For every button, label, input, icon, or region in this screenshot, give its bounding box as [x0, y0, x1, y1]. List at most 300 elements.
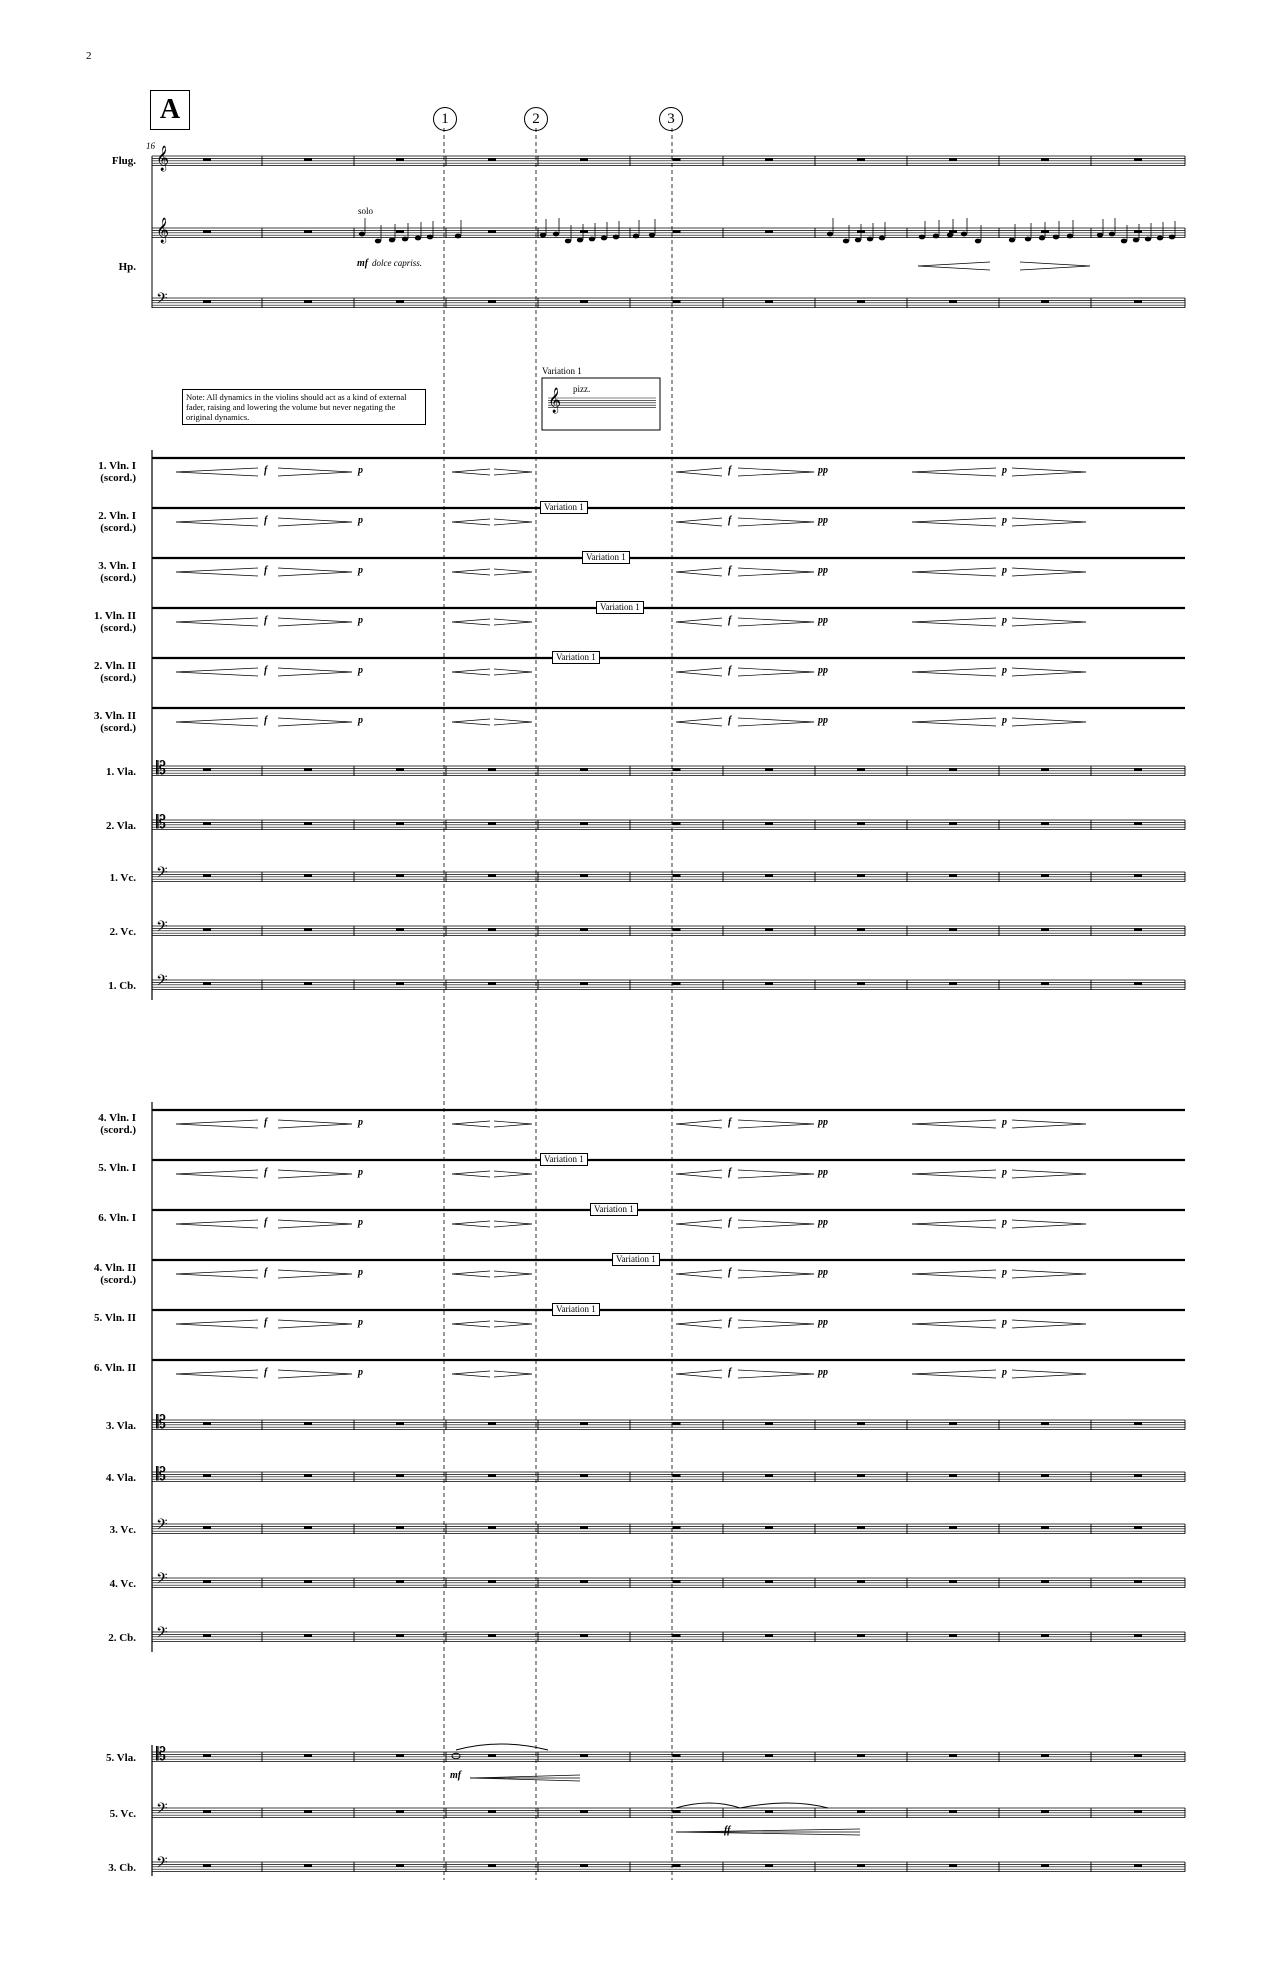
vln-g2-fader-6-p: p — [358, 1367, 363, 1378]
staff-harp-bass-rest — [857, 300, 865, 302]
staff-lower-g1-2-rest — [765, 822, 773, 824]
staff-lower-g2-2-rest — [1041, 1474, 1049, 1476]
vln-g2-fader-3-dim3 — [1012, 1220, 1086, 1224]
group3-clef: 𝄡 — [156, 1744, 167, 1765]
page-number: 2 — [86, 50, 92, 62]
vln-g2-fader-4-cresc — [176, 1270, 258, 1274]
vln-g2-fader-5-cresc2 — [676, 1324, 722, 1328]
viola5-mf: mf — [450, 1770, 462, 1781]
staff-group3-2-rest — [1134, 1810, 1142, 1812]
vln-g2-fader-2-f: f — [264, 1167, 268, 1178]
vln-g1-fader-5-dim2 — [738, 668, 814, 672]
vln-g2-fader-2-f2: f — [728, 1167, 732, 1178]
staff-lower-g1-5-rest — [396, 982, 404, 984]
label-lower-g1-4: 2. Vc. — [109, 926, 136, 938]
vln-g1-fader-1-dim — [278, 472, 352, 476]
staff-lower-g1-3-rest — [203, 874, 211, 876]
staff-lower-g2-5-rest — [488, 1634, 496, 1636]
vln-g1-fader-4-dim — [278, 618, 352, 622]
harp-note — [827, 232, 833, 237]
vln-g1-fader-5-dim — [278, 668, 352, 672]
harp-note — [577, 238, 583, 243]
staff-lower-g1-4-rest — [203, 928, 211, 930]
vln-g1-fader-3-cresc2 — [676, 572, 722, 576]
vln-g1-fader-5-mid — [494, 672, 532, 675]
staff-harp-bass-rest — [673, 300, 681, 302]
staff-lower-g2-4-rest — [857, 1580, 865, 1582]
vln-g1-fader-4-cresc3 — [912, 618, 996, 622]
lower-g2-clef: 𝄢 — [156, 1516, 168, 1537]
staff-lower-g2-1-rest — [673, 1422, 681, 1424]
vln-g1-fader-4-p: p — [358, 615, 363, 626]
staff-lower-g1-3-rest — [673, 874, 681, 876]
vln-g1-fader-4-pp: pp — [818, 615, 828, 626]
vln-g2-fader-6-p3: p — [1002, 1367, 1007, 1378]
staff-lower-g2-1-rest — [1134, 1422, 1142, 1424]
label-violin-g2-2: 5. Vln. I — [98, 1162, 136, 1174]
staff-harp-treble-rest — [580, 230, 588, 232]
vln-g1-fader-6-f2: f — [728, 715, 732, 726]
harp-note — [843, 239, 849, 244]
staff-lower-g2-3-rest — [1134, 1526, 1142, 1528]
staff-group3-1-rest — [203, 1754, 211, 1756]
vln-g1-fader-6-f: f — [264, 715, 268, 726]
label-lower-g2-4: 4. Vc. — [109, 1578, 136, 1590]
staff-lower-g2-1-rest — [949, 1422, 957, 1424]
staff-harp-treble-rest — [396, 230, 404, 232]
vln-g2-fader-3-mid — [452, 1221, 490, 1224]
vln-g2-fader-1-dim — [278, 1120, 352, 1124]
vln-g2-fader-4-cresc3 — [912, 1270, 996, 1274]
label-violin-g1-6: 3. Vln. II (scord.) — [94, 710, 136, 734]
staff-group3-2-rest — [765, 1810, 773, 1812]
vln-g2-fader-1-cresc3 — [912, 1124, 996, 1128]
staff-lower-g1-5-rest — [488, 982, 496, 984]
label-violin-g2-5: 5. Vln. II — [94, 1312, 136, 1324]
staff-lower-g1-4-rest — [396, 928, 404, 930]
viola5-half-note — [452, 1753, 460, 1759]
harp-note — [359, 232, 365, 237]
vln-g2-fader-6-f: f — [264, 1367, 268, 1378]
vln-g1-fader-4-dim2 — [738, 618, 814, 622]
rehearsal-mark: A — [150, 90, 190, 130]
vln-g1-fader-2-cresc — [176, 522, 258, 526]
vln-g1-fader-6-dim — [278, 718, 352, 722]
staff-lower-g1-3-rest — [1041, 874, 1049, 876]
harp-dynamic-mf: mf — [357, 258, 369, 269]
vln-g2-fader-2-cresc2 — [676, 1174, 722, 1178]
vln-g2-fader-1-p3: p — [1002, 1117, 1007, 1128]
vln-g1-fader-3-cresc — [176, 572, 258, 576]
vln-g1-fader-1-cresc2 — [676, 472, 722, 476]
vln-g1-fader-2-dim3 — [1012, 522, 1086, 526]
cello5-ff: ff — [724, 1825, 731, 1836]
harp-hairpin — [918, 262, 990, 266]
vln-g2-fader-1-cresc2 — [676, 1120, 722, 1124]
staff-lower-g2-5-rest — [673, 1634, 681, 1636]
vln-g2-fader-4-dim2 — [738, 1270, 814, 1274]
vln-g2-fader-4-cresc2 — [676, 1274, 722, 1278]
staff-lower-g1-2-rest — [304, 822, 312, 824]
harp-note — [415, 236, 421, 241]
staff-harp-bass-rest — [580, 300, 588, 302]
vln-g1-fader-1-mid — [494, 469, 532, 472]
vln-g2-fader-6-dim — [278, 1374, 352, 1378]
vln-g2-fader-4-cresc3 — [912, 1274, 996, 1278]
staff-group3-3-rest — [673, 1864, 681, 1866]
vln-g2-fader-1-mid — [494, 1124, 532, 1127]
vln-g1-fader-6-dim3 — [1012, 722, 1086, 726]
staff-flugelhorn-rest — [673, 158, 681, 160]
vln-g1-fader-1-p: p — [358, 465, 363, 476]
staff-lower-g2-1-rest — [304, 1422, 312, 1424]
vln-g2-fader-2-dim — [278, 1170, 352, 1174]
vln-g2-fader-1-dim3 — [1012, 1120, 1086, 1124]
staff-lower-g2-4-rest — [1041, 1580, 1049, 1582]
staff-group3-1-rest — [1134, 1754, 1142, 1756]
vln-g1-fader-6-dim2 — [738, 718, 814, 722]
cello5-tie — [740, 1803, 828, 1808]
harp-note — [1121, 239, 1127, 244]
staff-lower-g2-5-rest — [203, 1634, 211, 1636]
vln-g2-fader-5-cresc3 — [912, 1324, 996, 1328]
harp-note — [1053, 235, 1059, 240]
staff-group3-2-rest — [1041, 1810, 1049, 1812]
vln-g2-fader-1-p: p — [358, 1117, 363, 1128]
staff-harp-treble-rest — [765, 230, 773, 232]
staff-lower-g2-2-rest — [765, 1474, 773, 1476]
cue-number-1: 1 — [433, 107, 457, 131]
vln-g1-fader-6-cresc3 — [912, 718, 996, 722]
vln-g1-fader-1-f2: f — [728, 465, 732, 476]
vln-g1-fader-1-pp: pp — [818, 465, 828, 476]
staff-lower-g2-1-rest — [580, 1422, 588, 1424]
vln-g2-fader-6-mid — [452, 1371, 490, 1374]
staff-lower-g1-1-rest — [203, 768, 211, 770]
staff-harp-bass-rest — [1041, 300, 1049, 302]
staff-group3-1-rest — [857, 1754, 865, 1756]
lower-g2-clef: 𝄡 — [156, 1412, 167, 1433]
lower-g1-clef: 𝄡 — [156, 758, 167, 779]
staff-group3-2-rest — [203, 1810, 211, 1812]
vln-g1-fader-5-dim3 — [1012, 672, 1086, 676]
harp-note — [455, 234, 461, 239]
vln-g2-fader-1-dim2 — [738, 1124, 814, 1128]
vln-g2-fader-1-dim — [278, 1124, 352, 1128]
staff-group3-3-rest — [765, 1864, 773, 1866]
lower-g2-clef: 𝄢 — [156, 1624, 168, 1645]
vln-g2-fader-5-mid — [494, 1321, 532, 1324]
vln-g1-fader-1-dim3 — [1012, 468, 1086, 472]
vln-g2-fader-5-f2: f — [728, 1317, 732, 1328]
vln-g1-fader-3-dim3 — [1012, 572, 1086, 576]
vln-g2-fader-4-dim — [278, 1270, 352, 1274]
vln-g2-fader-2-dim3 — [1012, 1170, 1086, 1174]
vln-g1-fader-6-mid — [494, 719, 532, 722]
staff-lower-g2-3-rest — [949, 1526, 957, 1528]
staff-group3-1-rest — [396, 1754, 404, 1756]
vln-g1-fader-1-dim2 — [738, 472, 814, 476]
lower-g1-clef: 𝄢 — [156, 972, 168, 993]
label-group3-1: 5. Vla. — [105, 1752, 136, 1764]
vln-g1-fader-3-pp: pp — [818, 565, 828, 576]
harp-note — [427, 235, 433, 240]
staff-lower-g2-4-rest — [396, 1580, 404, 1582]
staff-lower-g1-3-rest — [765, 874, 773, 876]
staff-lower-g1-2-rest — [673, 822, 681, 824]
vln-g2-fader-4-mid — [494, 1271, 532, 1274]
harp-note — [402, 237, 408, 242]
vln-g2-fader-3-mid — [452, 1224, 490, 1227]
vln-g2-fader-3-mid — [494, 1221, 532, 1224]
vln-g1-fader-1-cresc3 — [912, 468, 996, 472]
vln-g2-fader-5-dim2 — [738, 1324, 814, 1328]
vln-g2-fader-1-dim3 — [1012, 1124, 1086, 1128]
vln-g1-fader-4-f: f — [264, 615, 268, 626]
label-violin-g1-1: 1. Vln. I (scord.) — [98, 460, 136, 484]
vln-g2-fader-3-mid — [494, 1224, 532, 1227]
staff-flugelhorn-rest — [580, 158, 588, 160]
staff-group3-3-rest — [488, 1864, 496, 1866]
vln-g1-fader-2-mid — [452, 522, 490, 525]
vln-g1-fader-3-dim3 — [1012, 568, 1086, 572]
vln-g2-fader-1-mid — [494, 1121, 532, 1124]
label-group3-2: 5. Vc. — [109, 1808, 136, 1820]
vln-g1-fader-6-cresc2 — [676, 718, 722, 722]
vln-g1-fader-2-cresc2 — [676, 522, 722, 526]
vln-g1-fader-6-cresc — [176, 722, 258, 726]
staff-group3-1-rest — [1041, 1754, 1049, 1756]
variation-tag-g1-3: Variation 1 — [582, 551, 630, 564]
flugelhorn-clef: 𝄞 — [156, 146, 170, 171]
staff-flugelhorn-rest — [1041, 158, 1049, 160]
label-lower-g1-2: 2. Vla. — [105, 820, 136, 832]
staff-lower-g1-1-rest — [1134, 768, 1142, 770]
harp-note — [1025, 237, 1031, 242]
harp-note — [553, 232, 559, 237]
vln-g1-fader-2-mid — [494, 519, 532, 522]
vln-g2-fader-5-f: f — [264, 1317, 268, 1328]
vln-g1-fader-1-mid — [452, 472, 490, 475]
vln-g1-fader-4-cresc — [176, 622, 258, 626]
label-group3-3: 3. Cb. — [108, 1862, 136, 1874]
variation-clef: 𝄞 — [548, 388, 562, 413]
vln-g2-fader-5-p: p — [358, 1317, 363, 1328]
staff-lower-g2-4-rest — [580, 1580, 588, 1582]
vln-g1-fader-3-mid — [494, 572, 532, 575]
vln-g2-fader-3-cresc2 — [676, 1224, 722, 1228]
vln-g2-fader-6-cresc3 — [912, 1370, 996, 1374]
vln-g1-fader-4-dim3 — [1012, 618, 1086, 622]
staff-lower-g1-5-rest — [304, 982, 312, 984]
staff-lower-g2-1-rest — [1041, 1422, 1049, 1424]
staff-lower-g2-3-rest — [1041, 1526, 1049, 1528]
vln-g1-fader-5-cresc2 — [676, 672, 722, 676]
vln-g1-fader-6-dim3 — [1012, 718, 1086, 722]
vln-g2-fader-5-cresc3 — [912, 1320, 996, 1324]
staff-lower-g2-2-rest — [1134, 1474, 1142, 1476]
staff-lower-g2-3-rest — [488, 1526, 496, 1528]
staff-harp-bass-rest — [949, 300, 957, 302]
vln-g2-fader-2-cresc3 — [912, 1170, 996, 1174]
vln-g2-fader-2-cresc — [176, 1174, 258, 1178]
vln-g1-fader-5-p: p — [358, 665, 363, 676]
harp-note — [1133, 238, 1139, 243]
vln-g1-fader-5-cresc3 — [912, 668, 996, 672]
group3-clef: 𝄢 — [156, 1800, 168, 1821]
staff-group3-3-rest — [203, 1864, 211, 1866]
staff-lower-g2-4-rest — [949, 1580, 957, 1582]
vln-g2-fader-6-pp: pp — [818, 1367, 828, 1378]
staff-lower-g2-2-rest — [673, 1474, 681, 1476]
vln-g1-fader-2-cresc2 — [676, 518, 722, 522]
vln-g1-fader-4-cresc — [176, 618, 258, 622]
vln-g2-fader-3-dim3 — [1012, 1224, 1086, 1228]
vln-g2-fader-5-mid — [452, 1324, 490, 1327]
staff-harp-treble-rest — [673, 230, 681, 232]
vln-g2-fader-3-dim — [278, 1220, 352, 1224]
cello5-tie — [676, 1803, 740, 1808]
viola5-hairpin — [470, 1778, 580, 1781]
variation-tag-g1-5: Variation 1 — [552, 651, 600, 664]
vln-g2-fader-2-p3: p — [1002, 1167, 1007, 1178]
harp-note — [1039, 236, 1045, 241]
staff-lower-g1-4-rest — [304, 928, 312, 930]
vln-g1-fader-6-pp: pp — [818, 715, 828, 726]
vln-g2-fader-2-dim3 — [1012, 1174, 1086, 1178]
harp-note — [613, 235, 619, 240]
vln-g2-fader-4-mid — [452, 1274, 490, 1277]
staff-lower-g1-5-rest — [949, 982, 957, 984]
staff-lower-g2-4-rest — [304, 1580, 312, 1582]
staff-lower-g2-5-rest — [580, 1634, 588, 1636]
staff-lower-g1-5-rest — [673, 982, 681, 984]
vln-g2-fader-4-dim — [278, 1274, 352, 1278]
harp-expression: dolce capriss. — [372, 258, 422, 268]
vln-g1-fader-1-f: f — [264, 465, 268, 476]
lower-g1-clef: 𝄡 — [156, 812, 167, 833]
vln-g1-fader-4-dim — [278, 622, 352, 626]
vln-g2-fader-2-p: p — [358, 1167, 363, 1178]
vln-g2-fader-6-f2: f — [728, 1367, 732, 1378]
harp-note — [879, 236, 885, 241]
vln-g1-fader-3-dim2 — [738, 572, 814, 576]
cue-number-2: 2 — [524, 107, 548, 131]
harp-note — [1009, 238, 1015, 243]
harp-note — [389, 238, 395, 243]
staff-lower-g2-4-rest — [673, 1580, 681, 1582]
measure-number: 16 — [146, 141, 155, 151]
vln-g2-fader-5-mid — [452, 1321, 490, 1324]
vln-g1-fader-2-p: p — [358, 515, 363, 526]
label-violin-g1-3: 3. Vln. I (scord.) — [98, 560, 136, 584]
vln-g2-fader-2-cresc — [176, 1170, 258, 1174]
vln-g1-fader-6-mid — [452, 722, 490, 725]
staff-group3-3-rest — [304, 1864, 312, 1866]
staff-lower-g1-5-rest — [203, 982, 211, 984]
staff-group3-2-rest — [396, 1810, 404, 1812]
cello5-hairpin — [676, 1832, 860, 1835]
vln-g1-fader-2-mid — [494, 522, 532, 525]
label-violin-g1-4: 1. Vln. II (scord.) — [94, 610, 136, 634]
staff-lower-g2-3-rest — [765, 1526, 773, 1528]
staff-harp-bass-rest — [1134, 300, 1142, 302]
vln-g2-fader-2-mid — [494, 1171, 532, 1174]
staff-lower-g2-5-rest — [304, 1634, 312, 1636]
staff-lower-g1-3-rest — [1134, 874, 1142, 876]
vln-g2-fader-6-cresc2 — [676, 1370, 722, 1374]
variation-tag-g1-2: Variation 1 — [540, 501, 588, 514]
harp-note — [649, 233, 655, 238]
lower-g2-clef: 𝄡 — [156, 1464, 167, 1485]
staff-lower-g2-3-rest — [304, 1526, 312, 1528]
staff-lower-g1-4-rest — [949, 928, 957, 930]
vln-g2-fader-4-f: f — [264, 1267, 268, 1278]
vln-g2-fader-6-mid — [452, 1374, 490, 1377]
vln-g1-fader-3-mid — [494, 569, 532, 572]
harp-hairpin — [1020, 266, 1090, 270]
label-violin-g1-2: 2. Vln. I (scord.) — [98, 510, 136, 534]
viola5-tie — [456, 1744, 548, 1750]
vln-g1-fader-2-dim3 — [1012, 518, 1086, 522]
label-lower-g2-1: 3. Vla. — [105, 1420, 136, 1432]
variation-tag-g1-4: Variation 1 — [596, 601, 644, 614]
harp-note — [1157, 236, 1163, 241]
label-violin-g2-1: 4. Vln. I (scord.) — [98, 1112, 136, 1136]
lower-g2-clef: 𝄢 — [156, 1570, 168, 1591]
vln-g1-fader-2-cresc — [176, 518, 258, 522]
staff-lower-g1-2-rest — [203, 822, 211, 824]
vln-g1-fader-4-mid — [452, 619, 490, 622]
staff-group3-1-rest — [949, 1754, 957, 1756]
staff-lower-g1-4-rest — [673, 928, 681, 930]
vln-g2-fader-4-cresc2 — [676, 1270, 722, 1274]
staff-group3-2-rest — [488, 1810, 496, 1812]
staff-lower-g2-5-rest — [396, 1634, 404, 1636]
staff-group3-1-rest — [673, 1754, 681, 1756]
staff-lower-g1-4-rest — [580, 928, 588, 930]
vln-g2-fader-1-dim2 — [738, 1120, 814, 1124]
vln-g2-fader-5-cresc — [176, 1320, 258, 1324]
harp-treble-clef: 𝄞 — [156, 218, 170, 243]
vln-g2-fader-5-dim3 — [1012, 1320, 1086, 1324]
vln-g1-fader-5-cresc3 — [912, 672, 996, 676]
harp-note — [855, 238, 861, 243]
label-lower-g2-5: 2. Cb. — [108, 1632, 136, 1644]
vln-g2-fader-2-cresc2 — [676, 1170, 722, 1174]
vln-g2-fader-1-mid — [452, 1124, 490, 1127]
vln-g2-fader-3-pp: pp — [818, 1217, 828, 1228]
vln-g2-fader-5-mid — [494, 1324, 532, 1327]
vln-g1-fader-3-p: p — [358, 565, 363, 576]
staff-harp-treble-rest — [304, 230, 312, 232]
staff-lower-g2-5-rest — [857, 1634, 865, 1636]
lower-g1-clef: 𝄢 — [156, 864, 168, 885]
vln-g1-fader-5-f2: f — [728, 665, 732, 676]
staff-flugelhorn-rest — [304, 158, 312, 160]
vln-g2-fader-3-dim — [278, 1224, 352, 1228]
variation-tag-g2-3: Variation 1 — [590, 1203, 638, 1216]
staff-lower-g2-5-rest — [949, 1634, 957, 1636]
harp-note — [1097, 233, 1103, 238]
vln-g2-fader-5-cresc2 — [676, 1320, 722, 1324]
staff-lower-g1-4-rest — [765, 928, 773, 930]
vln-g1-fader-3-mid — [452, 569, 490, 572]
vln-g1-fader-1-cresc2 — [676, 468, 722, 472]
vln-g1-fader-2-dim — [278, 518, 352, 522]
vln-g2-fader-6-cresc2 — [676, 1374, 722, 1378]
vln-g2-fader-3-cresc3 — [912, 1224, 996, 1228]
